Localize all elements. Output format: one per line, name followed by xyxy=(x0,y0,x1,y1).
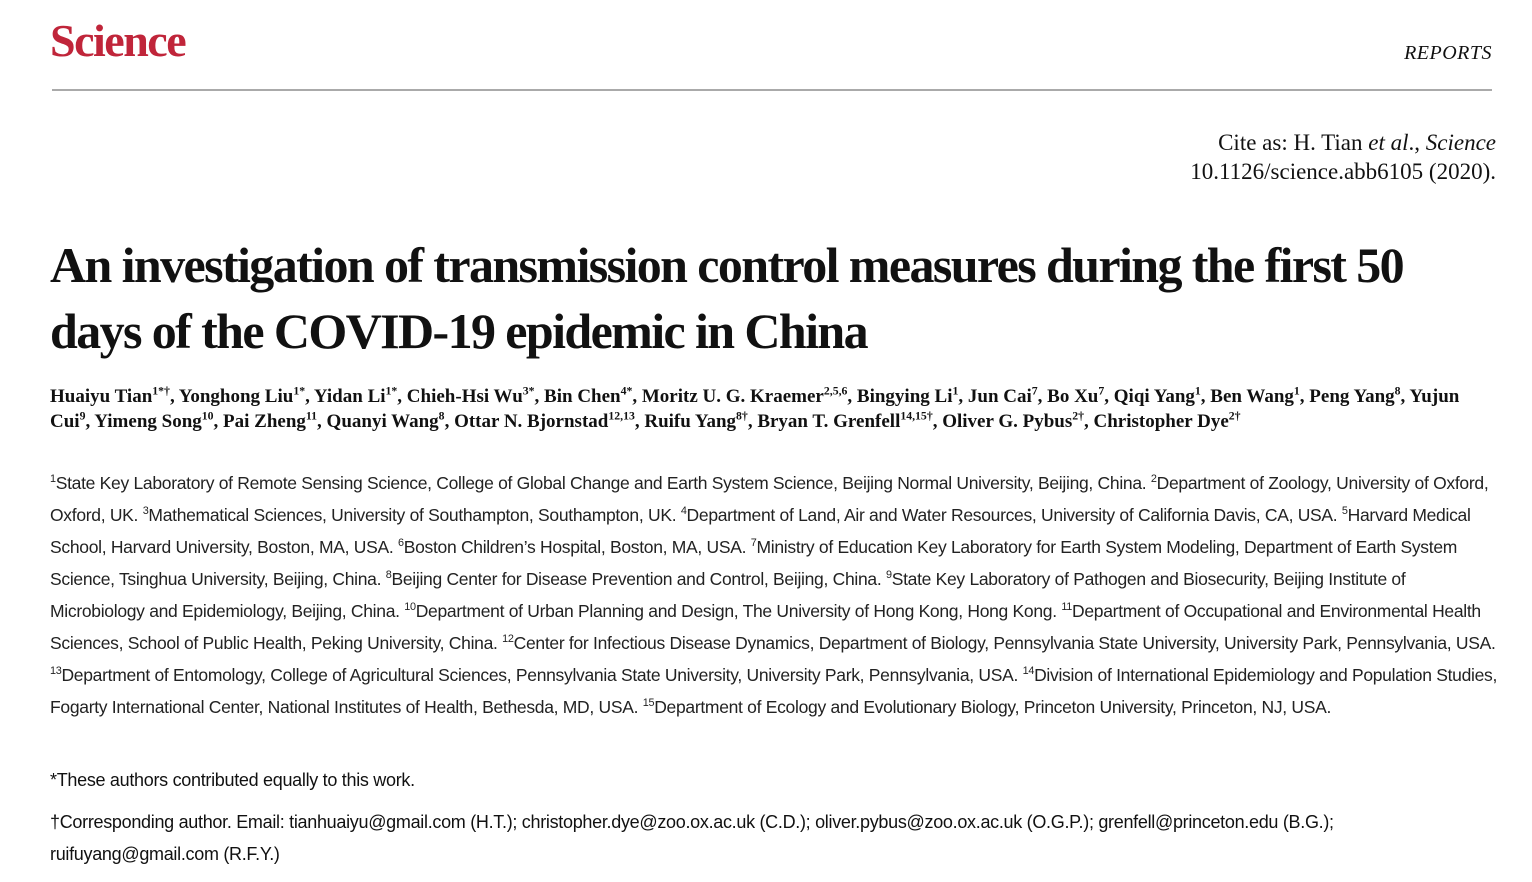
author-affiliation-marks: 14,15† xyxy=(900,409,933,423)
author-affiliation-marks: 4* xyxy=(620,384,633,398)
author-name: Christopher Dye xyxy=(1093,411,1229,432)
author-name: Ben Wang xyxy=(1210,386,1294,407)
author-name: Yidan Li xyxy=(313,386,386,407)
citation-prefix: Cite as: H. Tian xyxy=(1218,130,1369,155)
author-name: Yonghong Liu xyxy=(178,386,294,407)
affiliation-text: Department of Ecology and Evolutionary Biology, Princeton University, Princeton, NJ, USA. xyxy=(654,697,1332,717)
journal-logo: Science xyxy=(50,15,186,66)
affiliation-number: 15 xyxy=(642,697,655,710)
author-affiliation-marks: 2† xyxy=(1228,409,1241,423)
author-name: Bingying Li xyxy=(856,386,953,407)
affiliation-text: State Key Laboratory of Remote Sensing Science, College of Global Change and Earth System Science, Beijing Normal University, Beijing, China. xyxy=(55,473,1147,493)
author-affiliation-marks: 1* xyxy=(385,384,398,398)
affiliation-text: Center for Infectious Disease Dynamics, Department of Biology, Pennsylvania State University, University Park, Pennsylvania, USA. xyxy=(513,633,1496,653)
author-affiliation-marks: 7 xyxy=(1098,384,1105,398)
affiliation-number: 8 xyxy=(385,569,392,582)
corresponding-author-note: †Corresponding author. Email: tianhuaiyu@gmail.com (H.T.); christopher.dye@zoo.ox.ac.uk (C.D.); oliver.pybus@zoo.ox.ac.uk (O.G.P.); grenfell@princeton.edu (B.G.); ruifuyang@gmail.com (R.F.Y.) xyxy=(50,812,1334,864)
affiliation-number: 13 xyxy=(50,665,62,678)
affiliation-text: Harvard Medical School, Harvard University, Boston, MA, USA. xyxy=(50,505,1471,557)
author-name: Ruifu Yang xyxy=(644,411,737,432)
author-name: Chieh-Hsi Wu xyxy=(406,386,523,407)
author-name: Jun Cai xyxy=(967,386,1032,407)
affiliation-number: 1 xyxy=(50,473,56,486)
citation-etal: et al xyxy=(1368,130,1409,155)
author-name: Peng Yang xyxy=(1309,386,1395,407)
author-name: Bin Chen xyxy=(544,386,621,407)
affiliation-number: 10 xyxy=(404,601,416,614)
author-affiliation-marks: 2† xyxy=(1072,409,1084,423)
header-divider xyxy=(52,89,1492,91)
citation-separator: ., xyxy=(1408,130,1426,155)
author-affiliation-marks: 7 xyxy=(1031,384,1038,398)
author-affiliation-marks: 8 xyxy=(1394,384,1401,398)
citation-journal: Science xyxy=(1425,130,1496,155)
author-affiliation-marks: 2,5,6 xyxy=(823,384,848,398)
affiliation-text: Beijing Center for Disease Prevention and Control, Beijing, China. xyxy=(391,569,882,589)
affiliation-number: 12 xyxy=(502,633,514,646)
author-name: Pai Zheng xyxy=(223,411,306,432)
author-affiliation-marks: 1*† xyxy=(152,384,170,398)
affiliation-text: Department of Occupational and Environmental Health Sciences, School of Public Health, Peking University, China. xyxy=(50,601,1481,653)
section-label: REPORTS xyxy=(1404,42,1492,64)
author-affiliation-marks: 9 xyxy=(79,409,86,423)
author-name: Moritz U. G. Kraemer xyxy=(641,386,824,407)
article-title: An investigation of transmission control measures during the first 50 days of the COVID-19 epidemic in China xyxy=(50,237,1404,359)
author-affiliation-marks: 1 xyxy=(1194,384,1201,398)
affiliation-list xyxy=(50,467,1500,723)
author-affiliation-marks: 3* xyxy=(522,384,535,398)
affiliation-number: 4 xyxy=(680,505,687,518)
affiliation-number: 11 xyxy=(1061,601,1073,614)
citation-block xyxy=(1190,128,1496,186)
affiliation-text: Department of Urban Planning and Design, The University of Hong Kong, Hong Kong. xyxy=(415,601,1057,621)
author-affiliation-marks: 1* xyxy=(293,384,306,398)
affiliation-number: 9 xyxy=(885,569,892,582)
affiliation-number: 7 xyxy=(750,537,757,550)
affiliation-text: Mathematical Sciences, University of Southampton, Southampton, UK. xyxy=(148,505,677,525)
author-affiliation-marks: 11 xyxy=(305,409,318,423)
author-name: Bo Xu xyxy=(1047,386,1099,407)
affiliation-text: Department of Entomology, College of Agricultural Sciences, Pennsylvania State University, University Park, Pennsylvania, USA. xyxy=(61,665,1019,685)
author-affiliation-marks: 1 xyxy=(952,384,959,398)
author-name: Quanyi Wang xyxy=(326,411,439,432)
affiliation-text: Department of Zoology, University of Oxford, Oxford, UK. xyxy=(50,473,1489,525)
author-name: Qiqi Yang xyxy=(1113,386,1195,407)
author-name: Ottar N. Bjornstad xyxy=(454,411,609,432)
citation-doi: 10.1126/science.abb6105 (2020). xyxy=(1190,159,1496,184)
author-name: Huaiyu Tian xyxy=(50,386,153,407)
author-name: Bryan T. Grenfell xyxy=(757,411,901,432)
author-name: Yimeng Song xyxy=(94,411,202,432)
citation-line xyxy=(1190,128,1496,157)
author-list: Huaiyu Tian$^{1*\dagger}$, Yonghong Liu$^{1*}$, Yidan $Li^{1*}$, Chieh-Hsi $Wu^{3*}$, Bin Chen$^{4*}$, Moritz U. G. Kraemer$^{2,5,6}$, Bingying Li$^1$, Jun Cai$^7$, Bo Xu$^7$, Qiqi Yang$^1$, Ben Wang$^1$, Peng Yang$^8$, Yujun Cui$^9$, Yimeng Song$^{10}$, Pai Zheng$^{11}$, Quanyi Wang$^8$, Ottar N. Bjornstad$^{12,13}$, Ruifu Yang$^{8\dagger}$, Bryan T. Grenfell$^{14,15\dagger}$, Oliver G. Pybus$^{2\dagger}$, Christopher Dye$^{2\dagger}$ xyxy=(50,384,1460,432)
affiliation-text: Boston Children’s Hospital, Boston, MA, USA. xyxy=(403,537,747,557)
affiliation-text: Division of International Epidemiology and Population Studies, Fogarty International Center, National Institutes of Health, Bethesda, MD, USA. xyxy=(50,665,1498,717)
affiliation-number: 6 xyxy=(397,537,404,550)
author-affiliation-marks: 1 xyxy=(1293,384,1300,398)
affiliation-text: Ministry of Education Key Laboratory for Earth System Modeling, Department of Earth System Science, Tsinghua University, Beijing, China. xyxy=(50,537,1458,589)
affiliation-text: State Key Laboratory of Pathogen and Biosecurity, Beijing Institute of Microbiology and Epidemiology, Beijing, China. xyxy=(50,569,1406,621)
author-name: Yujun Cui xyxy=(50,386,1460,432)
author-affiliation-marks: 8 xyxy=(438,409,445,423)
author-affiliation-marks: 12,13 xyxy=(608,409,635,423)
affiliation-text: Department of Land, Air and Water Resources, University of California Davis, CA, USA. xyxy=(686,505,1338,525)
affiliation-number: 5 xyxy=(1341,505,1348,518)
affiliation-number: 14 xyxy=(1022,665,1035,678)
author-name: Oliver G. Pybus xyxy=(942,411,1073,432)
equal-contribution-note: *These authors contributed equally to this work. xyxy=(50,770,415,790)
affiliation-number: 2 xyxy=(1150,473,1157,486)
affiliation-number: 3 xyxy=(142,505,149,518)
author-affiliation-marks: 10 xyxy=(201,409,214,423)
author-affiliation-marks: 8† xyxy=(736,409,748,423)
